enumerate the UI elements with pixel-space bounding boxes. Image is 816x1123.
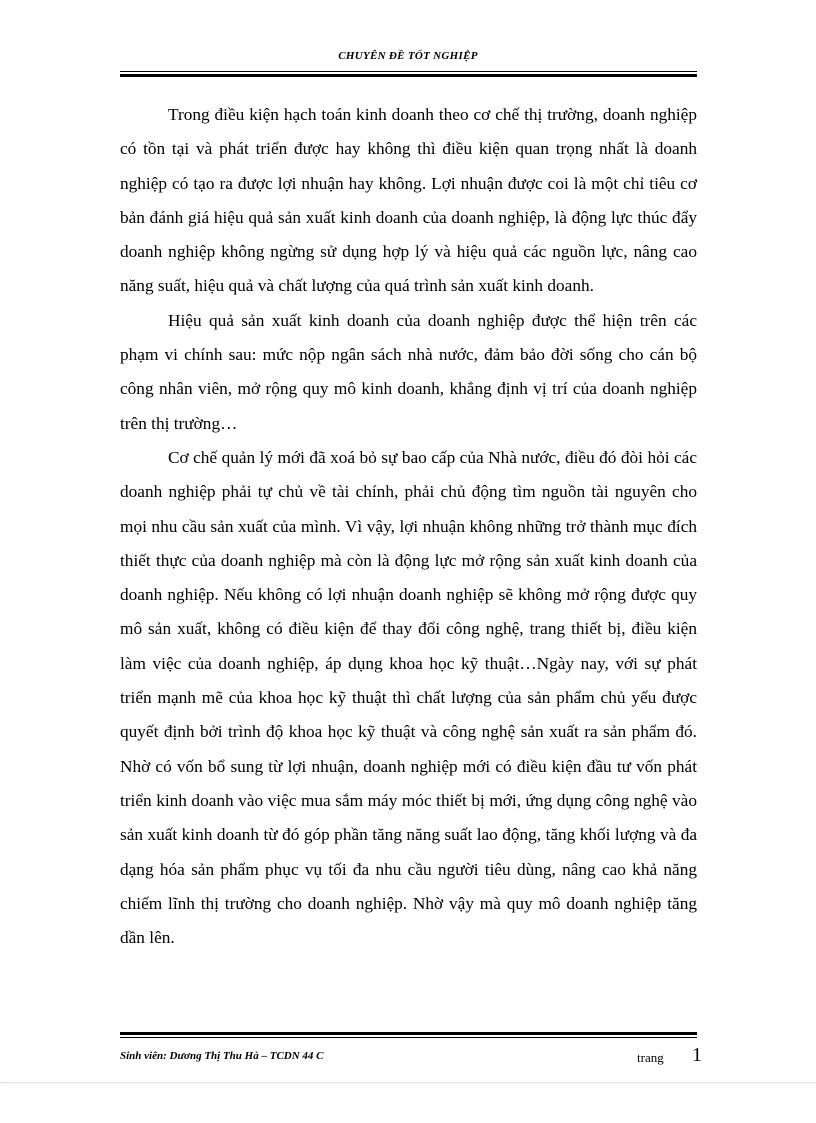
footer-page-label: trang <box>637 1050 664 1065</box>
header-rule-thick <box>120 74 697 77</box>
footer-page-number: 1 <box>692 1044 702 1066</box>
footer-author: Sinh viên: Dương Thị Thu Hà – TCDN 44 C <box>120 1050 324 1062</box>
header-title: CHUYÊN ĐỀ TỐT NGHIỆP <box>338 50 478 62</box>
paragraph: Hiệu quả sản xuất kinh doanh của doanh nghiệp được thể hiện trên các phạm vi chính sau: mức nộp ngân sách nhà nước, đảm bảo đời sống cho cán bộ công nhân viên, mở rộng quy mô kinh doanh, khẳng định vị trí của doanh nghiệp trên thị trường… <box>120 310 697 433</box>
paragraph: Trong điều kiện hạch toán kinh doanh theo cơ chế thị trường, doanh nghiệp có tồn tại và phát triển được hay không thì điều kiện quan trọng nhất là doanh nghiệp có tạo ra được lợi nhuận hay không. Lợi nhuận được coi là một chỉ tiêu cơ bản đánh giá hiệu quả sản xuất kinh doanh của doanh nghiệp, là động lực thúc đẩy doanh nghiệp không ngừng sử dụng hợp lý và hiệu quả các nguồn lực, nâng cao năng suất, hiệu quả và chất lượng của quá trình sản xuất kinh doanh. <box>120 105 697 296</box>
footer-rule-thin <box>120 1037 697 1038</box>
footer-rule-thick <box>120 1032 697 1035</box>
document-body <box>120 98 697 955</box>
header-rule-thin <box>120 71 697 72</box>
page-edge-divider <box>0 1082 816 1083</box>
paragraph: Cơ chế quản lý mới đã xoá bỏ sự bao cấp của Nhà nước, điều đó đòi hỏi các doanh nghiệp phải tự chủ về tài chính, phải chủ động tìm nguồn tài nguyên cho mọi nhu cầu sản xuất của mình. Vì vậy, lợi nhuận không những trở thành mục đích thiết thực của doanh nghiệp mà còn là động lực mở rộng sản xuất kinh doanh của doanh nghiệp. Nếu không có lợi nhuận doanh nghiệp sẽ không mở rộng được quy mô sản xuất, không có điều kiện để thay đổi công nghệ, trang thiết bị, điều kiện làm việc của doanh nghiệp, áp dụng khoa học kỹ thuật…Ngày nay, với sự phát triển mạnh mẽ của khoa học kỹ thuật thì chất lượng của sản phẩm chủ yếu được quyết định bởi trình độ khoa học kỹ thuật và công nghệ sản xuất ra sản phẩm đó. Nhờ có vốn bổ sung từ lợi nhuận, doanh nghiệp mới có điều kiện đầu tư vốn phát triển kinh doanh vào việc mua sắm máy móc thiết bị mới, ứng dụng công nghệ vào sản xuất kinh doanh từ đó góp phần tăng năng suất lao động, tăng khối lượng và đa dạng hóa sản phẩm phục vụ tối đa nhu cầu người tiêu dùng, nâng cao khả năng chiếm lĩnh thị trường cho doanh nghiệp. Nhờ vậy mà quy mô doanh nghiệp tăng dần lên. <box>120 447 697 948</box>
